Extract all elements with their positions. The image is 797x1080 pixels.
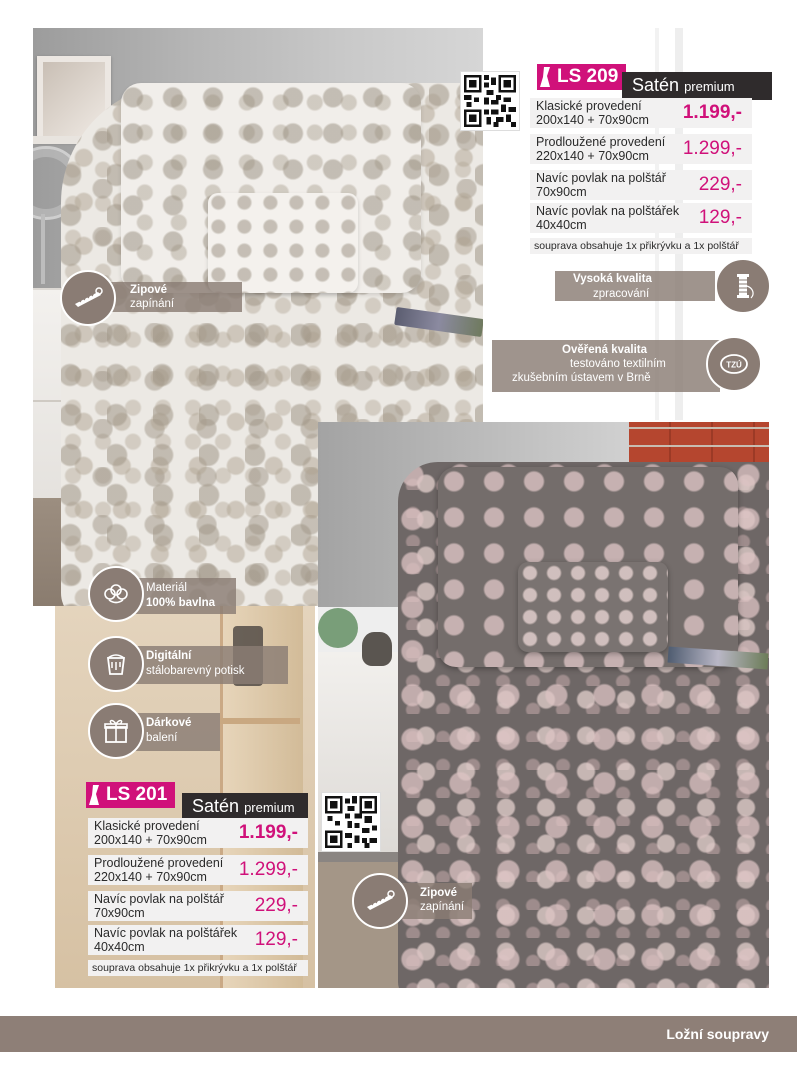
price-row: Navíc povlak na polštářek 40x40cm 129,- bbox=[530, 203, 752, 233]
gift-box-icon bbox=[88, 703, 144, 759]
potted-plant bbox=[318, 608, 358, 648]
price-row: Prodloužené provedení 220x140 + 70x90cm 1.299,- bbox=[88, 855, 308, 885]
svg-text:TZÚ: TZÚ bbox=[726, 360, 742, 370]
price: 229,- bbox=[254, 895, 298, 916]
section-title: Ložní soupravy bbox=[666, 1026, 769, 1042]
brand-logo-icon bbox=[540, 67, 550, 87]
footer-bar bbox=[0, 1016, 797, 1052]
set-contents-note: souprava obsahuje 1x přikrývku a 1x polštář bbox=[88, 960, 308, 976]
price: 1.299,- bbox=[682, 138, 742, 159]
zipper-icon bbox=[60, 270, 116, 326]
paint-bucket-icon bbox=[88, 636, 144, 692]
price: 1.199,- bbox=[682, 102, 742, 123]
price-row: Navíc povlak na polštářek 40x40cm 129,- bbox=[88, 925, 308, 955]
price-row: Klasické provedení 200x140 + 70x90cm 1.199,- bbox=[530, 98, 752, 128]
set-contents-note: souprava obsahuje 1x přikrývku a 1x polštář bbox=[530, 238, 752, 254]
price-row: Navíc povlak na polštář 70x90cm 229,- bbox=[530, 170, 752, 200]
badge-zipper: Zipové zapínání bbox=[60, 270, 250, 330]
qr-code-ls209[interactable] bbox=[461, 72, 519, 130]
product-code-ls201: LS 201 bbox=[86, 782, 175, 808]
zipper-icon bbox=[352, 873, 408, 929]
product-title-ls209: Satén premium bbox=[622, 72, 772, 100]
tzu-logo-icon bbox=[706, 336, 762, 392]
badge-zipper: Zipové zapínání bbox=[352, 873, 482, 933]
product-title-ls201: Satén premium bbox=[182, 793, 308, 821]
price-row: Klasické provedení 200x140 + 70x90cm 1.199,- bbox=[88, 818, 308, 848]
price-row: Prodloužené provedení 220x140 + 70x90cm 1.299,- bbox=[530, 134, 752, 164]
qr-code-ls201[interactable] bbox=[322, 793, 380, 851]
badge-digital-print: Digitální stálobarevný potisk bbox=[88, 636, 308, 696]
product-code-ls209: LS 209 bbox=[537, 64, 626, 90]
price: 229,- bbox=[698, 174, 742, 195]
brand-logo-icon bbox=[89, 785, 99, 805]
cotton-flower-icon bbox=[88, 566, 144, 622]
pillow-small bbox=[518, 562, 668, 652]
badge-high-quality: Vysoká kvalita zpracování bbox=[555, 258, 775, 318]
price-row: Navíc povlak na polštář 70x90cm 229,- bbox=[88, 891, 308, 921]
price: 129,- bbox=[698, 207, 742, 228]
price: 129,- bbox=[254, 929, 298, 950]
thread-spool-icon bbox=[715, 258, 771, 314]
badge-gift-packaging: Dárkové balení bbox=[88, 703, 248, 763]
badge-verified-quality: TZÚ Ověřená kvalita testováno textilním zkušebním ústavem v Brně bbox=[492, 336, 777, 396]
price: 1.199,- bbox=[238, 822, 298, 843]
badge-material: Materiál 100% bavlna bbox=[88, 566, 248, 626]
price: 1.299,- bbox=[238, 859, 298, 880]
